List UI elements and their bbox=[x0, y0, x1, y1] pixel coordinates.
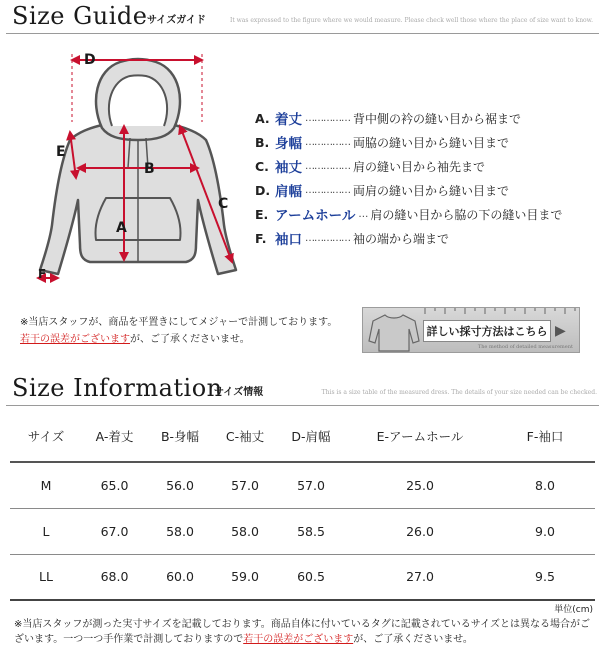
table-cell: 58.0 bbox=[213, 508, 277, 554]
measurement-leader: …………… bbox=[305, 136, 350, 148]
size-guide-subtitle: サイズガイド bbox=[147, 15, 206, 26]
column-header: D-肩幅 bbox=[277, 410, 345, 462]
table-cell: 25.0 bbox=[345, 462, 495, 508]
label-f: F bbox=[38, 267, 47, 281]
table-cell: 60.0 bbox=[147, 554, 213, 600]
measurement-name: 肩幅 bbox=[275, 184, 302, 200]
measurement-key: F. bbox=[255, 230, 267, 246]
label-e: E bbox=[56, 144, 66, 160]
measurement-desc: 両脇の縫い目から縫い目まで bbox=[353, 135, 510, 150]
label-d: D bbox=[84, 52, 96, 68]
table-row bbox=[10, 554, 595, 600]
ruler-ticks bbox=[423, 308, 580, 316]
measurement-row-b bbox=[255, 130, 600, 154]
unit-label: 単位(cm) bbox=[554, 605, 593, 615]
measurement-key: C. bbox=[255, 158, 269, 174]
measurement-name: 袖口 bbox=[275, 232, 302, 248]
staff-note-line2-rest: が、ご了承くださいませ。 bbox=[130, 334, 250, 345]
column-header: C-袖丈 bbox=[213, 410, 277, 462]
staff-note-line1: ※当店スタッフが、商品を平置きにしてメジャーで計測しております。 bbox=[20, 317, 338, 328]
size-information-subtitle: サイズ情報 bbox=[214, 387, 264, 398]
staff-note bbox=[20, 314, 337, 348]
header-divider bbox=[6, 33, 599, 34]
staff-note-line2 bbox=[20, 331, 337, 348]
size-information-header bbox=[0, 372, 605, 406]
table-header-row bbox=[10, 410, 595, 462]
column-header: F-袖口 bbox=[495, 410, 595, 462]
method-link-label[interactable]: 詳しい採寸方法はこちら bbox=[423, 320, 551, 342]
table-cell: L bbox=[10, 508, 82, 554]
measurement-name: 袖丈 bbox=[275, 160, 302, 176]
play-arrow-icon[interactable]: ▶ bbox=[555, 323, 566, 339]
table-cell: 58.5 bbox=[277, 508, 345, 554]
measurement-name: アームホール bbox=[275, 208, 356, 224]
table-cell: 27.0 bbox=[345, 554, 495, 600]
size-guide-title: Size Guide bbox=[12, 2, 148, 30]
measurement-leader: …………… bbox=[305, 112, 350, 124]
measurement-leader: … bbox=[358, 208, 368, 220]
sweater-icon bbox=[367, 311, 421, 353]
table-cell: 9.5 bbox=[495, 554, 595, 600]
table-cell: LL bbox=[10, 554, 82, 600]
column-header: A-着丈 bbox=[82, 410, 147, 462]
measurement-desc: 背中側の衿の縫い目から裾まで bbox=[353, 111, 522, 126]
label-a: A bbox=[116, 220, 127, 236]
footer-note-end: が、ご了承くださいませ。 bbox=[353, 634, 473, 645]
label-b: B bbox=[144, 161, 155, 177]
table-cell: 9.0 bbox=[495, 508, 595, 554]
measurement-key: B. bbox=[255, 134, 270, 150]
table-cell: 65.0 bbox=[82, 462, 147, 508]
measurement-leader: …………… bbox=[305, 160, 350, 172]
measurement-row-e bbox=[255, 202, 600, 226]
measurement-desc: 袖の端から端まで bbox=[353, 231, 450, 246]
size-guide-header bbox=[0, 0, 605, 34]
column-header: B-身幅 bbox=[147, 410, 213, 462]
measurement-list bbox=[255, 106, 600, 250]
table-row bbox=[10, 508, 595, 554]
table-cell: 56.0 bbox=[147, 462, 213, 508]
measurement-row-a bbox=[255, 106, 600, 130]
label-c: C bbox=[218, 196, 229, 212]
measurement-row-f bbox=[255, 226, 600, 250]
measurement-key: A. bbox=[255, 110, 270, 126]
footer-note-warning: 若干の誤差がございます bbox=[243, 634, 354, 645]
measurement-desc: 肩の縫い目から脇の下の縫い目まで bbox=[370, 207, 563, 222]
measurement-key: E. bbox=[255, 206, 269, 222]
size-guide-note: It was expressed to the figure where we would measure. Please check well those where the place of size want to know. bbox=[229, 17, 593, 24]
size-table bbox=[10, 410, 595, 601]
measurement-name: 身幅 bbox=[275, 136, 302, 152]
measurement-desc: 両肩の縫い目から縫い目まで bbox=[353, 183, 510, 198]
hoodie-shape bbox=[40, 59, 236, 274]
table-cell: 57.0 bbox=[277, 462, 345, 508]
table-cell: 59.0 bbox=[213, 554, 277, 600]
measurement-row-c bbox=[255, 154, 600, 178]
measurement-method-link[interactable] bbox=[362, 307, 580, 353]
measurement-row-d bbox=[255, 178, 600, 202]
size-information-note: This is a size table of the measured dress. The details of your size needed can be checked. bbox=[321, 389, 597, 396]
table-cell: 68.0 bbox=[82, 554, 147, 600]
table-cell: 57.0 bbox=[213, 462, 277, 508]
size-information-title: Size Information bbox=[12, 374, 223, 402]
measurement-desc: 肩の縫い目から袖先まで bbox=[353, 159, 486, 174]
table-cell: M bbox=[10, 462, 82, 508]
footer-note-text: ※当店スタッフが測った実寸サイズを記載しております。商品自体に付いているタグに記載されているサイズとは異なる場合がございます。一つ一つ手作業で計測しておりますので bbox=[14, 619, 590, 645]
table-cell: 8.0 bbox=[495, 462, 595, 508]
table-cell: 67.0 bbox=[82, 508, 147, 554]
method-link-caption: The method of detailed measurement bbox=[477, 344, 573, 350]
footer-note bbox=[14, 617, 599, 647]
table-cell: 58.0 bbox=[147, 508, 213, 554]
table-row bbox=[10, 462, 595, 508]
table-cell: 60.5 bbox=[277, 554, 345, 600]
measurement-leader: …………… bbox=[305, 184, 350, 196]
staff-note-warning: 若干の誤差がございます bbox=[20, 334, 130, 345]
measurement-name: 着丈 bbox=[275, 112, 302, 128]
measurement-key: D. bbox=[255, 182, 271, 198]
header-divider bbox=[6, 405, 599, 406]
table-cell: 26.0 bbox=[345, 508, 495, 554]
column-header: サイズ bbox=[10, 410, 82, 462]
hoodie-diagram bbox=[20, 40, 255, 288]
column-header: E-アームホール bbox=[345, 410, 495, 462]
measurement-leader: …………… bbox=[305, 232, 350, 244]
